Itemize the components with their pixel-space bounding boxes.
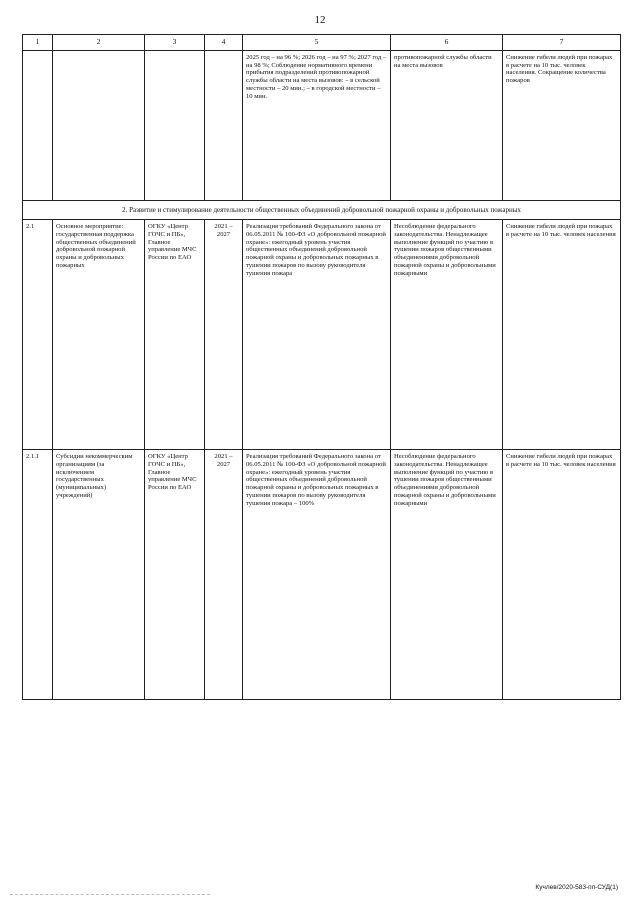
continuation-indicator-cell: Снижение гибели людей при пожарах в расчете на 10 тыс. человек населения. Сокращение количества пожаров bbox=[503, 50, 621, 200]
row-executor: ОГКУ «Центр ГОЧС и ПБ», Главное управление МЧС России по ЕАО bbox=[145, 220, 205, 450]
empty-cell bbox=[205, 50, 243, 200]
row-name: Основное мероприятие: государственная поддержка общественных объединений добровольной пожарной охраны и добровольных пожарных bbox=[53, 220, 145, 450]
empty-cell bbox=[23, 50, 53, 200]
row-indicator: Снижение гибели людей при пожарах в расчете на 10 тыс. человек населения bbox=[503, 220, 621, 450]
row-executor: ОГКУ «Центр ГОЧС и ПБ», Главное управление МЧС России по ЕАО bbox=[145, 450, 205, 700]
scan-artifact-line bbox=[10, 894, 210, 895]
continuation-consequence-cell: противопожарной службы области на места вызовов bbox=[391, 50, 503, 200]
document-code: Кучлев/2020-583-пп-СУД(1) bbox=[535, 884, 618, 891]
row-consequence: Несоблюдение федерального законодательства. Ненадлежащее выполнение функций по участию в тушении пожаров общественными объединениями добровольной пожарной охраны и добровольными пожарными bbox=[391, 220, 503, 450]
column-number: 6 bbox=[391, 35, 503, 51]
empty-cell bbox=[53, 50, 145, 200]
column-number: 4 bbox=[205, 35, 243, 51]
column-number-row bbox=[23, 35, 621, 51]
row-result: Реализация требований Федерального закона от 06.05.2011 № 100-ФЗ «О добровольной пожарной охране»: ежегодный уровень участия общественных объединений добровольной пожарной охраны и добровольных пожарных в тушении пожаров по вызову руководителя тушения пожара bbox=[243, 220, 391, 450]
column-number: 3 bbox=[145, 35, 205, 51]
table-row bbox=[23, 220, 621, 450]
program-table bbox=[22, 34, 621, 700]
row-result: Реализация требований Федерального закона от 06.05.2011 № 100-ФЗ «О добровольной пожарной охране»: ежегодный уровень участия общественных объединений добровольной пожарной охраны и добровольных пожарных в тушении пожаров по вызову руководителя тушения пожара – 100% bbox=[243, 450, 391, 700]
column-number: 1 bbox=[23, 35, 53, 51]
continuation-result-cell: 2025 год – на 96 %; 2026 год – на 97 %; 2027 год – на 98 %; Соблюдение нормативного времени прибытия подразделений противопожарной службы области на места вызовов: – в сельской местности – 20 мин.; – в городской местности – 10 мин. bbox=[243, 50, 391, 200]
column-number: 7 bbox=[503, 35, 621, 51]
row-number: 2.1 bbox=[23, 220, 53, 450]
row-period: 2021 – 2027 bbox=[205, 450, 243, 700]
page-number: 12 bbox=[314, 14, 326, 26]
section-heading: 2. Развитие и стимулирование деятельности общественных объединений добровольной пожарной охраны и добровольных пожарных bbox=[23, 200, 621, 219]
empty-cell bbox=[145, 50, 205, 200]
column-number: 2 bbox=[53, 35, 145, 51]
row-name: Субсидии некоммерческим организациям (за исключением государственных (муниципальных) учреждений) bbox=[53, 450, 145, 700]
section-heading-row bbox=[23, 200, 621, 219]
row-period: 2021 – 2027 bbox=[205, 220, 243, 450]
continuation-row bbox=[23, 50, 621, 200]
column-number: 5 bbox=[243, 35, 391, 51]
row-consequence: Несоблюдение федерального законодательства. Ненадлежащее выполнение функций по участию в тушении пожаров общественными объединениями добровольной пожарной охраны и добровольными пожарными bbox=[391, 450, 503, 700]
row-number: 2.1.1 bbox=[23, 450, 53, 700]
table-row bbox=[23, 450, 621, 700]
row-indicator: Снижение гибели людей при пожарах в расчете на 10 тыс. человек населения bbox=[503, 450, 621, 700]
